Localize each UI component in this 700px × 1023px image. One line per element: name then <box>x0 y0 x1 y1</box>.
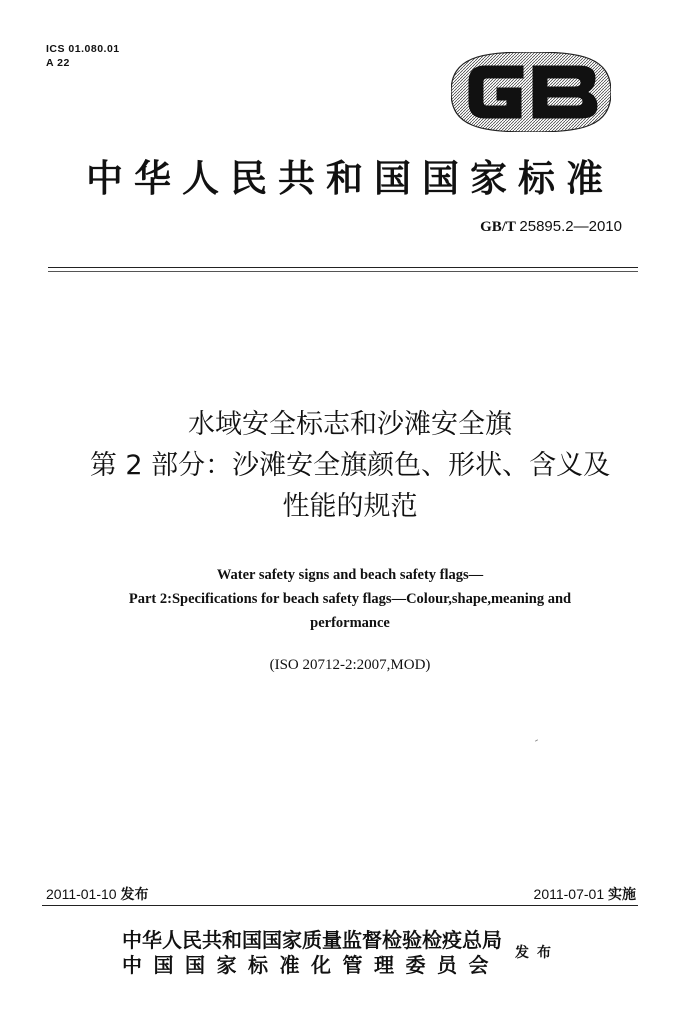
chinese-title <box>20 404 680 527</box>
footer-divider <box>42 905 638 906</box>
publish-label: 发布 <box>515 945 559 961</box>
gb-logo-icon <box>451 52 611 132</box>
ics-code: ICS 01.080.01 <box>46 43 120 55</box>
issuer-sac: 中国国家标准化管理委员会 <box>122 953 500 977</box>
english-title-line-3: performance <box>310 615 390 631</box>
iso-reference: (ISO 20712-2:2007,MOD) <box>269 657 431 673</box>
issuing-authorities <box>122 928 502 978</box>
issue-date <box>46 884 148 904</box>
implementation-date-value: 2011-07-01 <box>533 886 605 902</box>
ccs-code: A 22 <box>46 57 70 69</box>
scan-speck <box>535 739 538 741</box>
english-title <box>40 563 660 635</box>
standard-code <box>480 218 622 236</box>
english-title-line-1: Water safety signs and beach safety flags— <box>216 567 484 583</box>
issuer-aqsiq: 中华人民共和国国家质量监督检验检疫总局 <box>122 928 502 952</box>
issue-date-value: 2011-01-10 <box>46 886 117 902</box>
standard-code-prefix: GB/T <box>480 219 516 235</box>
implementation-date <box>534 884 636 904</box>
classification-codes <box>46 42 120 70</box>
issue-date-label: 发布 <box>120 887 149 903</box>
chinese-title-line-3: 性能的规范 <box>282 491 418 522</box>
english-title-line-2: Part 2:Specifications for beach safety flags—Colour,shape,meaning and <box>128 591 572 607</box>
implementation-date-label: 实施 <box>608 887 636 903</box>
standard-code-number: 25895.2—2010 <box>519 218 622 235</box>
standard-title: 中华人民共和国国家标准 <box>86 156 614 200</box>
header-divider-secondary <box>48 271 638 272</box>
header-divider <box>48 267 638 268</box>
chinese-title-line-1: 水域安全标志和沙滩安全旗 <box>188 409 512 440</box>
chinese-title-line-2: 第 2 部分：沙滩安全旗颜色、形状、含义及 <box>89 450 611 481</box>
